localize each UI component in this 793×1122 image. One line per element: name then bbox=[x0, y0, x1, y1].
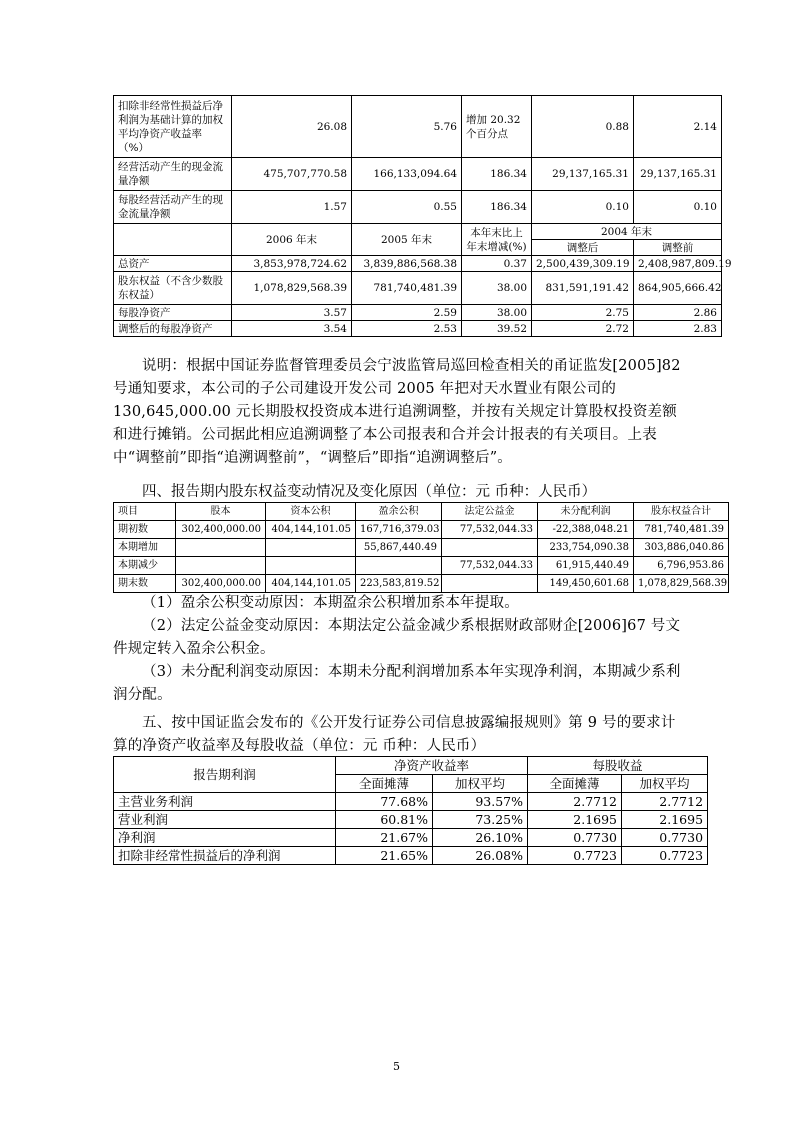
roe-eps-table bbox=[113, 756, 708, 865]
column-header: 调整后 bbox=[532, 240, 634, 256]
cell: 2.72 bbox=[532, 321, 634, 337]
table-row bbox=[114, 575, 729, 593]
table-row bbox=[114, 158, 722, 191]
cell: -22,388,048.21 bbox=[538, 521, 634, 539]
column-header: 2005 年末 bbox=[352, 224, 462, 256]
cell: 1.57 bbox=[232, 191, 352, 224]
cell: 5.76 bbox=[352, 96, 462, 158]
table-row bbox=[114, 256, 722, 272]
cell: 38.00 bbox=[462, 305, 532, 321]
cell: 781,740,481.39 bbox=[352, 272, 462, 305]
column-header: 项目 bbox=[114, 503, 176, 521]
table-row bbox=[114, 305, 722, 321]
cell: 3,839,886,568.38 bbox=[352, 256, 462, 272]
row-label: 本期增加 bbox=[114, 539, 176, 557]
cell: 0.55 bbox=[352, 191, 462, 224]
section4-title: 四、报告期内股东权益变动情况及变化原因（单位：元 币种：人民币） bbox=[142, 484, 597, 500]
row-label: 净利润 bbox=[114, 829, 336, 847]
cell: 6,796,953.86 bbox=[634, 557, 729, 575]
cell: 2.1695 bbox=[528, 811, 622, 829]
column-header: 净资产收益率 bbox=[336, 757, 528, 775]
cell: 2.7712 bbox=[528, 793, 622, 811]
table-row bbox=[114, 793, 708, 811]
cell bbox=[356, 557, 442, 575]
column-header: 资本公积 bbox=[266, 503, 356, 521]
column-header: 本年末比上年末增减(%) bbox=[462, 224, 532, 256]
cell bbox=[266, 539, 356, 557]
table-row bbox=[114, 847, 708, 865]
table-row bbox=[114, 321, 722, 337]
cell: 2.83 bbox=[634, 321, 722, 337]
column-header: 法定公益金 bbox=[442, 503, 538, 521]
cell: 475,707,770.58 bbox=[232, 158, 352, 191]
cell: 3,853,978,724.62 bbox=[232, 256, 352, 272]
cell: 2.86 bbox=[634, 305, 722, 321]
cell: 0.10 bbox=[634, 191, 722, 224]
row-label: 扣除非经常性损益后的净利润 bbox=[114, 847, 336, 865]
cell: 302,400,000.00 bbox=[176, 575, 266, 593]
reason-text: （3）未分配利润变动原因：本期未分配利润增加系本年实现净利润，本期减少系利润分配。 bbox=[113, 664, 681, 703]
row-label: 主营业务利润 bbox=[114, 793, 336, 811]
cell: 3.54 bbox=[232, 321, 352, 337]
cell bbox=[442, 539, 538, 557]
column-header: 全面摊薄 bbox=[336, 775, 433, 793]
cell bbox=[442, 575, 538, 593]
row-label: 股东权益（不含少数股东权益） bbox=[114, 272, 232, 305]
cell: 186.34 bbox=[462, 191, 532, 224]
cell: 302,400,000.00 bbox=[176, 521, 266, 539]
row-label: 总资产 bbox=[114, 256, 232, 272]
cell: 26.10% bbox=[433, 829, 528, 847]
cell: 2.53 bbox=[352, 321, 462, 337]
cell: 0.7723 bbox=[528, 847, 622, 865]
header-row bbox=[114, 757, 708, 775]
cell: 864,905,666.42 bbox=[634, 272, 722, 305]
table-row bbox=[114, 811, 708, 829]
row-label: 扣除非经常性损益后净利润为基础计算的加权平均净资产收益率（%） bbox=[114, 96, 232, 158]
cell: 2.14 bbox=[634, 96, 722, 158]
cell: 831,591,191.42 bbox=[532, 272, 634, 305]
table-row bbox=[114, 539, 729, 557]
cell: 26.08 bbox=[232, 96, 352, 158]
cell: 303,886,040.86 bbox=[634, 539, 729, 557]
cell: 3.57 bbox=[232, 305, 352, 321]
cell: 0.7723 bbox=[622, 847, 708, 865]
financial-indicators-table bbox=[113, 95, 732, 337]
cell: 0.10 bbox=[532, 191, 634, 224]
equity-changes-table bbox=[113, 502, 729, 593]
header-row bbox=[114, 224, 722, 240]
header-row bbox=[114, 503, 729, 521]
reason-text: （1）盈余公积变动原因：本期盈余公积增加系本年提取。 bbox=[142, 595, 519, 611]
column-header: 报告期利润 bbox=[114, 757, 336, 793]
cell: 77,532,044.33 bbox=[442, 521, 538, 539]
note-paragraph bbox=[113, 355, 683, 470]
section4-reasons bbox=[113, 592, 683, 707]
column-header: 加权平均 bbox=[622, 775, 708, 793]
cell: 93.57% bbox=[433, 793, 528, 811]
column-header: 未分配利润 bbox=[538, 503, 634, 521]
cell bbox=[266, 557, 356, 575]
table-row bbox=[114, 191, 722, 224]
note-text: 说明：根据中国证券监督管理委员会宁波监管局巡回检查相关的甬证监发[2005]82 号通知要求，本公司的子公司建设开发公司 2005 年把对天水置业有限公司的 130,645,000.00 元长期股权投资成本进行追溯调整，并按有关规定计算股权投资差额和进行摊销。公司据此相应追溯调整了本公司报表和合并会计报表的有关项目。上表中“调整前”即指“追溯调整前”，“调整后”即指“追溯调整后”。 bbox=[113, 358, 681, 466]
row-label: 本期减少 bbox=[114, 557, 176, 575]
section5-title: 五、按中国证监会发布的《公开发行证券公司信息披露编报规则》第 9 号的要求计算的净资产收益率及每股收益（单位：元 币种：人民币） bbox=[113, 715, 676, 754]
cell: 2.59 bbox=[352, 305, 462, 321]
cell: 1,078,829,568.39 bbox=[232, 272, 352, 305]
cell: 0.88 bbox=[532, 96, 634, 158]
table-row bbox=[114, 557, 729, 575]
cell bbox=[176, 539, 266, 557]
blank-cell bbox=[114, 224, 232, 256]
cell: 0.7730 bbox=[528, 829, 622, 847]
column-header: 2004 年末 bbox=[532, 224, 722, 240]
cell: 2,408,987,809.19 bbox=[634, 256, 722, 272]
cell bbox=[176, 557, 266, 575]
cell: 0.37 bbox=[462, 256, 532, 272]
cell: 149,450,601.68 bbox=[538, 575, 634, 593]
cell: 29,137,165.31 bbox=[532, 158, 634, 191]
cell: 73.25% bbox=[433, 811, 528, 829]
cell: 60.81% bbox=[336, 811, 433, 829]
cell: 0.7730 bbox=[622, 829, 708, 847]
cell: 404,144,101.05 bbox=[266, 575, 356, 593]
column-header: 加权平均 bbox=[433, 775, 528, 793]
row-label: 每股净资产 bbox=[114, 305, 232, 321]
cell: 186.34 bbox=[462, 158, 532, 191]
row-label: 调整后的每股净资产 bbox=[114, 321, 232, 337]
cell: 781,740,481.39 bbox=[634, 521, 729, 539]
cell: 2.7712 bbox=[622, 793, 708, 811]
section5-title-block bbox=[113, 712, 683, 758]
table-row bbox=[114, 521, 729, 539]
cell: 77,532,044.33 bbox=[442, 557, 538, 575]
row-label: 营业利润 bbox=[114, 811, 336, 829]
cell: 1,078,829,568.39 bbox=[634, 575, 729, 593]
cell: 166,133,094.64 bbox=[352, 158, 462, 191]
row-label: 经营活动产生的现金流量净额 bbox=[114, 158, 232, 191]
column-header: 2006 年末 bbox=[232, 224, 352, 256]
column-header: 盈余公积 bbox=[356, 503, 442, 521]
cell: 77.68% bbox=[336, 793, 433, 811]
cell: 404,144,101.05 bbox=[266, 521, 356, 539]
page-number: 5 bbox=[393, 1060, 400, 1073]
cell: 增加 20.32 个百分点 bbox=[462, 96, 532, 158]
row-label: 期末数 bbox=[114, 575, 176, 593]
cell: 233,754,090.38 bbox=[538, 539, 634, 557]
column-header: 股东权益合计 bbox=[634, 503, 729, 521]
cell: 39.52 bbox=[462, 321, 532, 337]
cell: 61,915,440.49 bbox=[538, 557, 634, 575]
column-header: 股本 bbox=[176, 503, 266, 521]
cell: 2.1695 bbox=[622, 811, 708, 829]
cell: 223,583,819.52 bbox=[356, 575, 442, 593]
table-row bbox=[114, 272, 722, 305]
column-header: 调整前 bbox=[634, 240, 722, 256]
row-label: 每股经营活动产生的现金流量净额 bbox=[114, 191, 232, 224]
cell: 167,716,379.03 bbox=[356, 521, 442, 539]
cell: 2.75 bbox=[532, 305, 634, 321]
cell: 55,867,440.49 bbox=[356, 539, 442, 557]
cell: 29,137,165.31 bbox=[634, 158, 722, 191]
reason-text: （2）法定公益金变动原因：本期法定公益金减少系根据财政部财企[2006]67 号文件规定转入盈余公积金。 bbox=[113, 618, 681, 657]
row-label: 期初数 bbox=[114, 521, 176, 539]
column-header: 每股收益 bbox=[528, 757, 708, 775]
cell: 38.00 bbox=[462, 272, 532, 305]
cell: 21.65% bbox=[336, 847, 433, 865]
cell: 26.08% bbox=[433, 847, 528, 865]
cell: 21.67% bbox=[336, 829, 433, 847]
table-row bbox=[114, 829, 708, 847]
table-row bbox=[114, 96, 722, 158]
cell: 2,500,439,309.19 bbox=[532, 256, 634, 272]
column-header: 全面摊薄 bbox=[528, 775, 622, 793]
